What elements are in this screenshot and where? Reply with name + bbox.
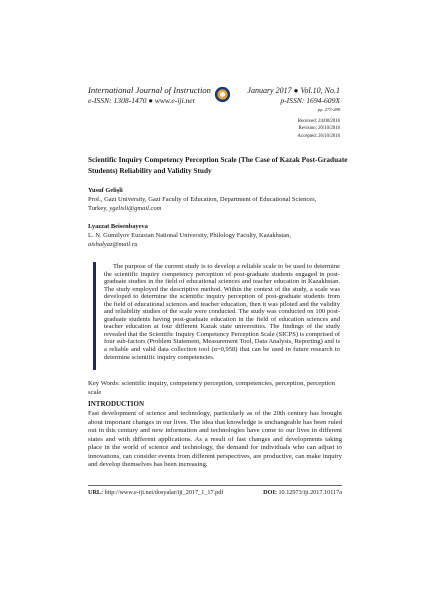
author-affiliation: Prof., Gazi University, Gazi Faculty of Education, Department of Educational Sciences, [88,196,317,203]
abstract-accent-bar [93,262,96,370]
footer-divider [88,485,342,486]
doi-label: DOI: [263,489,277,496]
url-label: URL: [88,489,104,496]
page-footer [88,488,342,497]
submission-dates [246,118,340,140]
journal-title: International Journal of Instruction [88,85,211,95]
doi-block [263,488,342,497]
journal-header-right [246,85,340,113]
introduction-paragraph: Fast development of science and technology, particularly as of the 20th century has brought about important changes in our lives. The idea that knowledge is unchangeable has been ruled out in this century and new information and technologies have come to our lives in different states and with different applications. As a result of fast changes and developments taking place in the world of science and technology, the demand for individuals who can adjust to innovations, can consider events from different perspectives, are productive, can make inquiry and develop themselves has been increasing. [88,410,342,468]
author-email[interactable]: aishalyaz@mail.ru [88,241,138,248]
issue-date-volume: January 2017 ● Vol.10, No.1 [247,86,340,95]
page-range: pp. 273-288 [317,107,340,112]
author-block-2 [88,222,348,249]
journal-eissn: e-ISSN: 1308-1470 ● www.e-iji.net [88,96,195,105]
journal-pissn: p-ISSN: 1694-609X [280,96,340,105]
author-block-1 [88,186,348,213]
author-name: Yusuf Gelişli [88,187,123,194]
author-email[interactable]: ygelisli@gmail.com [109,205,162,212]
author-affiliation: L. N. Gumilyov Eurasian National University, Philology Faculty, Kazakhstan, [88,232,291,239]
abstract-text: The purpose of the current study is to develop a reliable scale to be used to determine the scientific inquiry competency perception of post-graduate students engaged in post-graduate studies in the field of educational sciences and teacher education in Kazakhstan. The study employed the descriptive method. Within the context of the study, a scale was developed to determine the scientific inquiry perception of post-graduate students from the field of educational sciences and teacher education, then it was piloted and the validity and reliability studies of the scale were conducted. The study was conducted on 100 post-graduate students having post-graduate education in the field of education sciences and teacher education at four different Kazak state universities. The findings of the study revealed that the Scientific Inquiry Competency Perception Scale (SICPS) is comprised of four sub-factors (Problem Statement, Measurement Tool, Data Analysis, Reporting) and is a reliable and valid data collection tool (α=0,958) that can be used in future research to determine scientific inquiry competencies. [104,263,340,361]
author-contact [88,204,348,213]
author-name: Lyazzat Beisenbayeva [88,223,148,230]
author-location: Turkey, [88,205,108,212]
received-date: Received: 24/08/2016 [297,119,340,124]
article-url-link[interactable]: http://www.e-iji.net/dosyalar/iji_2017_1_17.pdf [104,489,224,496]
doi-link[interactable]: 10.12973/iji.2017.10117a [278,489,342,496]
revision-date: Revision: 20/10/2016 [298,126,340,132]
keywords: Key Words: scientific inquiry, competency perception, competencies, perception, perception scale [88,380,335,396]
journal-logo-icon [214,86,231,103]
paper-title: Scientific Inquiry Competency Perception Scale (The Case of Kazak Post-Graduate Students) Reliability and Validity Study [88,155,348,175]
section-heading-introduction: INTRODUCTION [88,400,145,408]
accepted-date: Accepted: 26/10/2016 [297,133,340,139]
